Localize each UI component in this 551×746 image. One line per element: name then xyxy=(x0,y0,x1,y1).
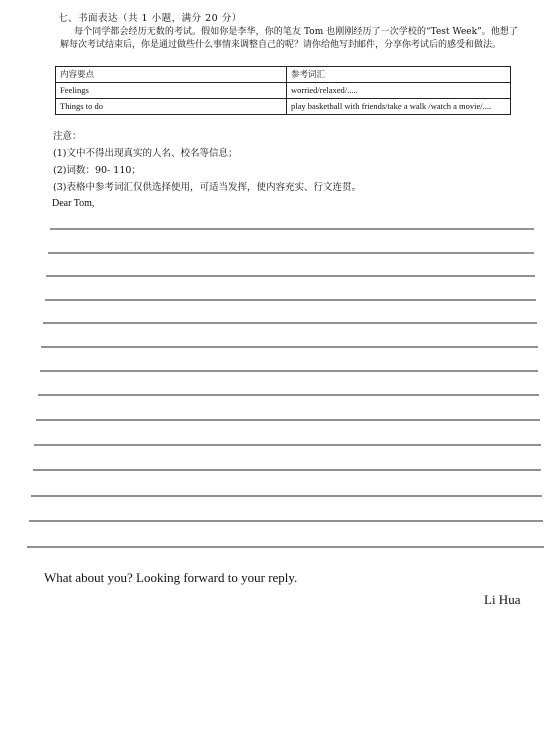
section-title: 七、书面表达（共 1 小题，满分 20 分） xyxy=(58,13,242,24)
letter-closing: What about you? Looking forward to your reply. xyxy=(44,570,298,585)
header-content-points: 内容要点 xyxy=(56,67,287,83)
letter-signature: Li Hua xyxy=(484,592,521,607)
note-item: (1)文中不得出现真实的人名、校名等信息； xyxy=(53,148,238,159)
row-point: Things to do xyxy=(56,99,287,115)
row-vocab: play basketball with friends/take a walk /watch a movie/.... xyxy=(287,99,511,115)
note-item: (3)表格中参考词汇仅供选择使用，可适当发挥，使内容充实、行文连贯。 xyxy=(53,182,361,193)
row-point: Feelings xyxy=(56,83,287,99)
letter-salutation: Dear Tom, xyxy=(52,198,95,209)
note-item: (2)词数：90- 110； xyxy=(53,165,141,176)
header-reference-vocab: 参考词汇 xyxy=(287,67,511,83)
row-vocab: worried/relaxed/..... xyxy=(287,83,511,99)
prompt-text: 每个同学都会经历无数的考试。假如你是李华，你的笔友 Tom 也刚刚经历了一次学校的“Test Week”。他想了解每次考试结束后，你是通过做些什么事情来调整自己的呢？请你给他写封邮件，分享你考试后的感受和做法。 xyxy=(60,27,518,50)
notes-title: 注意： xyxy=(53,131,82,142)
